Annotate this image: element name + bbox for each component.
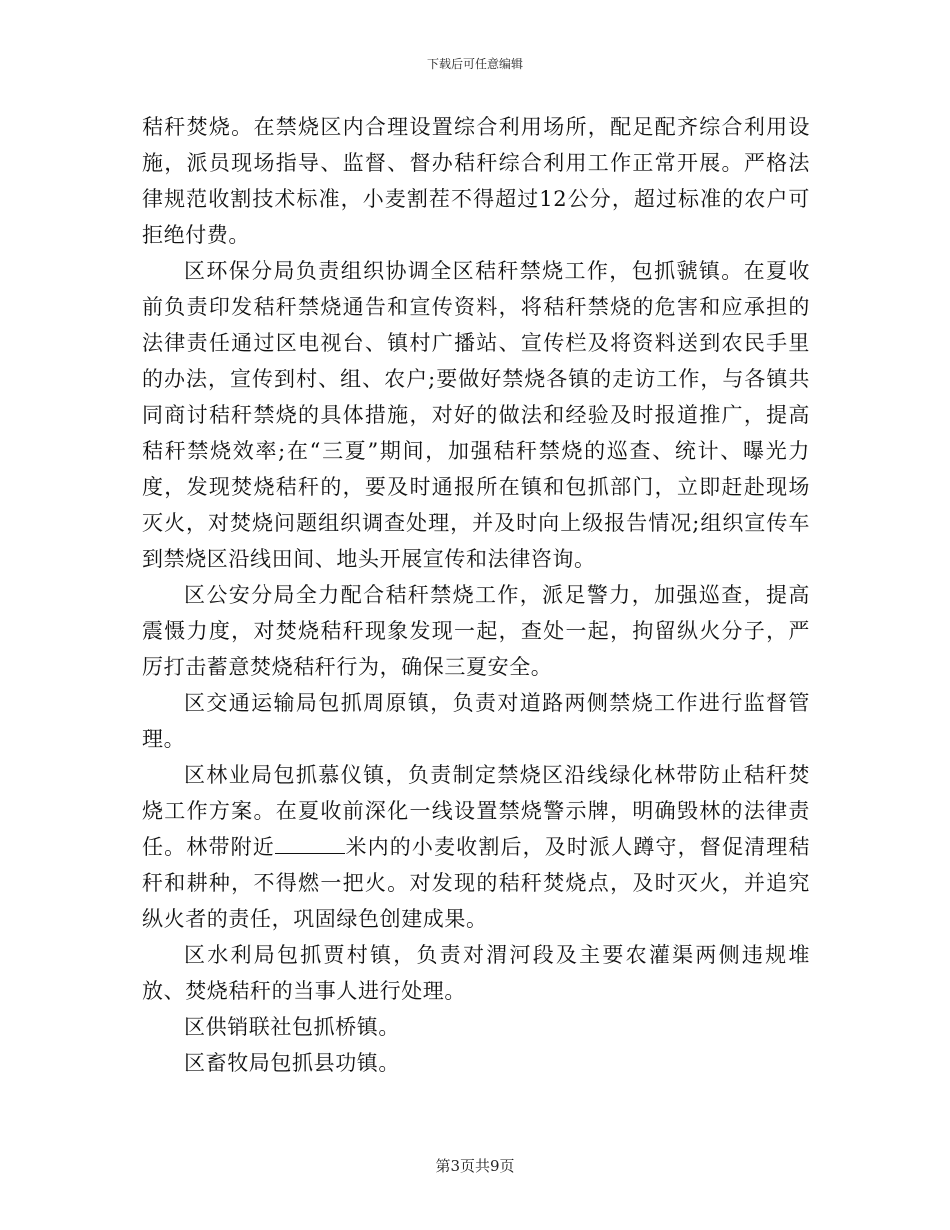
paragraph-forestry-bureau xyxy=(142,757,810,937)
paragraph-transport-bureau: 区交通运输局包抓周原镇，负责对道路两侧禁烧工作进行监督管理。 xyxy=(142,691,810,751)
forestry-text-after-blank: 米内的小麦收割后，及时派人蹲守，督促清理秸秆和耕种，不得燃一把火。对发现的秸秆焚烧点，及时灭火，并追究纵火者的责任，巩固绿色创建成果。 xyxy=(142,835,810,931)
forestry-text-before-blank: 区林业局包抓慕仪镇，负责制定禁烧区沿线绿化林带防止秸秆焚烧工作方案。在夏收前深化一线设置禁烧警示牌，明确毁林的法律责任。林带附近 xyxy=(142,763,810,859)
page-number-footer: 第3页共9页 xyxy=(435,1157,515,1175)
document-body xyxy=(142,109,810,1081)
paragraph-public-security-bureau: 区公安分局全力配合秸秆禁烧工作，派足警力，加强巡查，提高震慑力度，对焚烧秸秆现象发现一起，查处一起，拘留纵火分子，严厉打击蓄意焚烧秸秆行为，确保三夏安全。 xyxy=(142,583,810,679)
distance-fill-in-blank xyxy=(275,831,345,854)
paragraph-supply-cooperative: 区供销联社包抓桥镇。 xyxy=(184,1015,400,1039)
page-header: 下载后可任意编辑 xyxy=(426,57,523,71)
paragraph-environmental-bureau: 区环保分局负责组织协调全区秸秆禁烧工作，包抓虢镇。在夏收前负责印发秸秆禁烧通告和宣传资料，将秸秆禁烧的危害和应承担的法律责任通过区电视台、镇村广播站、宣传栏及将资料送到农民手里的办法，宣传到村、组、农户;要做好禁烧各镇的走访工作，与各镇共同商讨秸秆禁烧的具体措施，对好的做法和经验及时报道推广，提高秸秆禁烧效率;在“三夏”期间，加强秸秆禁烧的巡查、统计、曝光力度，发现焚烧秸秆的，要及时通报所在镇和包抓部门，立即赶赴现场灭火，对焚烧问题组织调查处理，并及时向上级报告情况;组织宣传车到禁烧区沿线田间、地头开展宣传和法律咨询。 xyxy=(142,259,810,571)
paragraph-water-bureau: 区水利局包抓贾村镇，负责对渭河段及主要农灌渠两侧违规堆放、焚烧秸秆的当事人进行处理。 xyxy=(142,943,810,1003)
paragraph-animal-husbandry-bureau: 区畜牧局包抓县功镇。 xyxy=(184,1051,400,1075)
paragraph-straw-burning-continuation: 秸秆焚烧。在禁烧区内合理设置综合利用场所，配足配齐综合利用设施，派员现场指导、监督、督办秸秆综合利用工作正常开展。严格法律规范收割技术标准，小麦割茬不得超过12公分，超过标准的农户可拒绝付费。 xyxy=(142,115,810,247)
